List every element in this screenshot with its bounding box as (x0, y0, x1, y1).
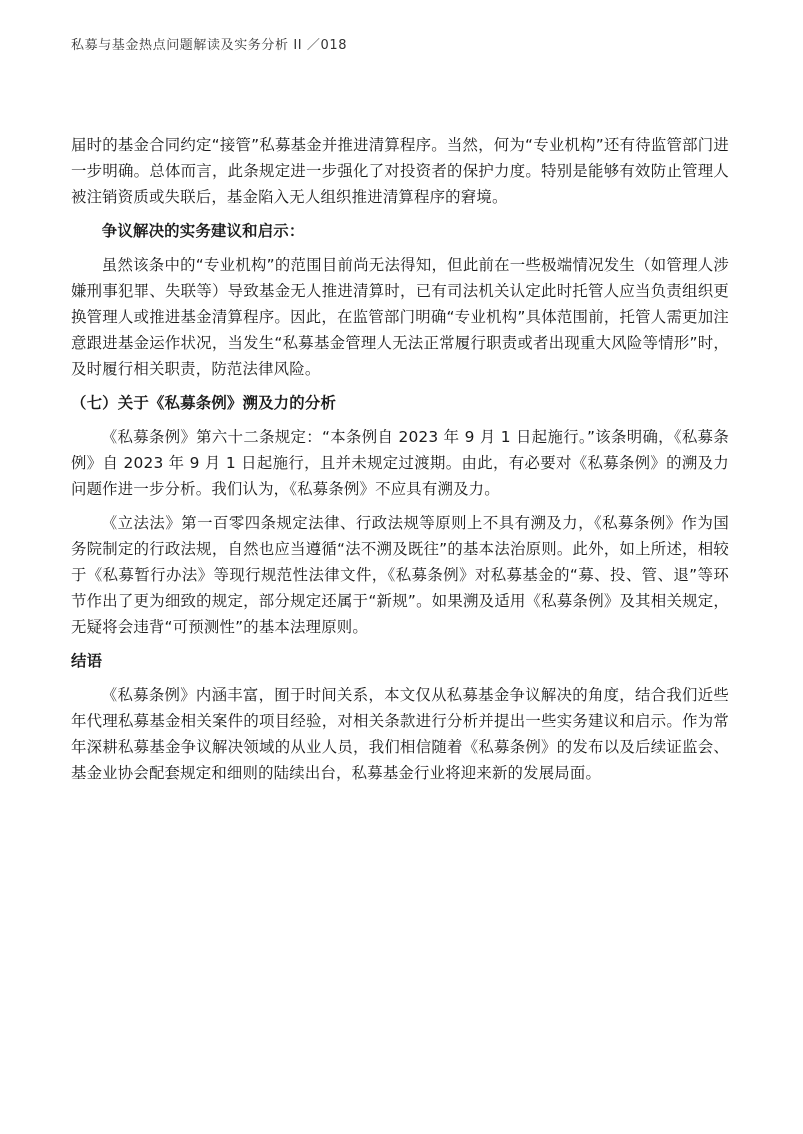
section-heading-conclusion: 结语 (71, 652, 103, 670)
running-header: 私募与基金热点问题解读及实务分析 II ／018 (71, 38, 348, 53)
paragraph-4: 《立法法》第一百零四条规定法律、行政法规等原则上不具有溯及力，《私募条例》作为国务院制定的行政法规，自然也应当遵循“法不溯及既往”的基本法治原则。此外，如上所述，相较于《私募暂行办法》等现行规范性法律文件，《私募条例》对私募基金的“募、投、管、退”等环节作出了更为细致的规定，部分规定还属于“新规”。如果溯及适用《私募条例》及其相关规定，无疑将会违背“可预测性”的基本法理原则。 (71, 514, 729, 636)
paragraph-3: 《私募条例》第六十二条规定：“本条例自 2023 年 9 月 1 日起施行。”该条明确，《私募条例》自 2023 年 9 月 1 日起施行，且并未规定过渡期。由此，有必要对《私募条例》的溯及力问题作进一步分析。我们认为，《私募条例》不应具有溯及力。 (71, 428, 729, 498)
subheading-practice-advice: 争议解决的实务建议和启示： (101, 222, 305, 240)
page-body (71, 132, 729, 794)
paragraph-2: 虽然该条中的“专业机构”的范围目前尚无法得知，但此前在一些极端情况发生（如管理人涉嫌刑事犯罪、失联等）导致基金无人推进清算时，已有司法机关认定此时托管人应当负责组织更换管理人或推进基金清算程序。因此，在监管部门明确“专业机构”具体范围前，托管人需更加注意跟进基金运作状况，当发生“私募基金管理人无法正常履行职责或者出现重大风险等情形”时，及时履行相关职责，防范法律风险。 (71, 256, 729, 378)
paragraph-5: 《私募条例》内涵丰富，囿于时间关系，本文仅从私募基金争议解决的角度，结合我们近些年代理私募基金相关案件的项目经验，对相关条款进行分析并提出一些实务建议和启示。作为常年深耕私募基金争议解决领域的从业人员，我们相信随着《私募条例》的发布以及后续证监会、基金业协会配套规定和细则的陆续出台，私募基金行业将迎来新的发展局面。 (71, 686, 729, 782)
section-heading-retroactivity: （七）关于《私募条例》溯及力的分析 (71, 394, 337, 412)
paragraph-1: 届时的基金合同约定“接管”私募基金并推进清算程序。当然，何为“专业机构”还有待监管部门进一步明确。总体而言，此条规定进一步强化了对投资者的保护力度。特别是能够有效防止管理人被注销资质或失联后，基金陷入无人组织推进清算程序的窘境。 (71, 136, 729, 206)
